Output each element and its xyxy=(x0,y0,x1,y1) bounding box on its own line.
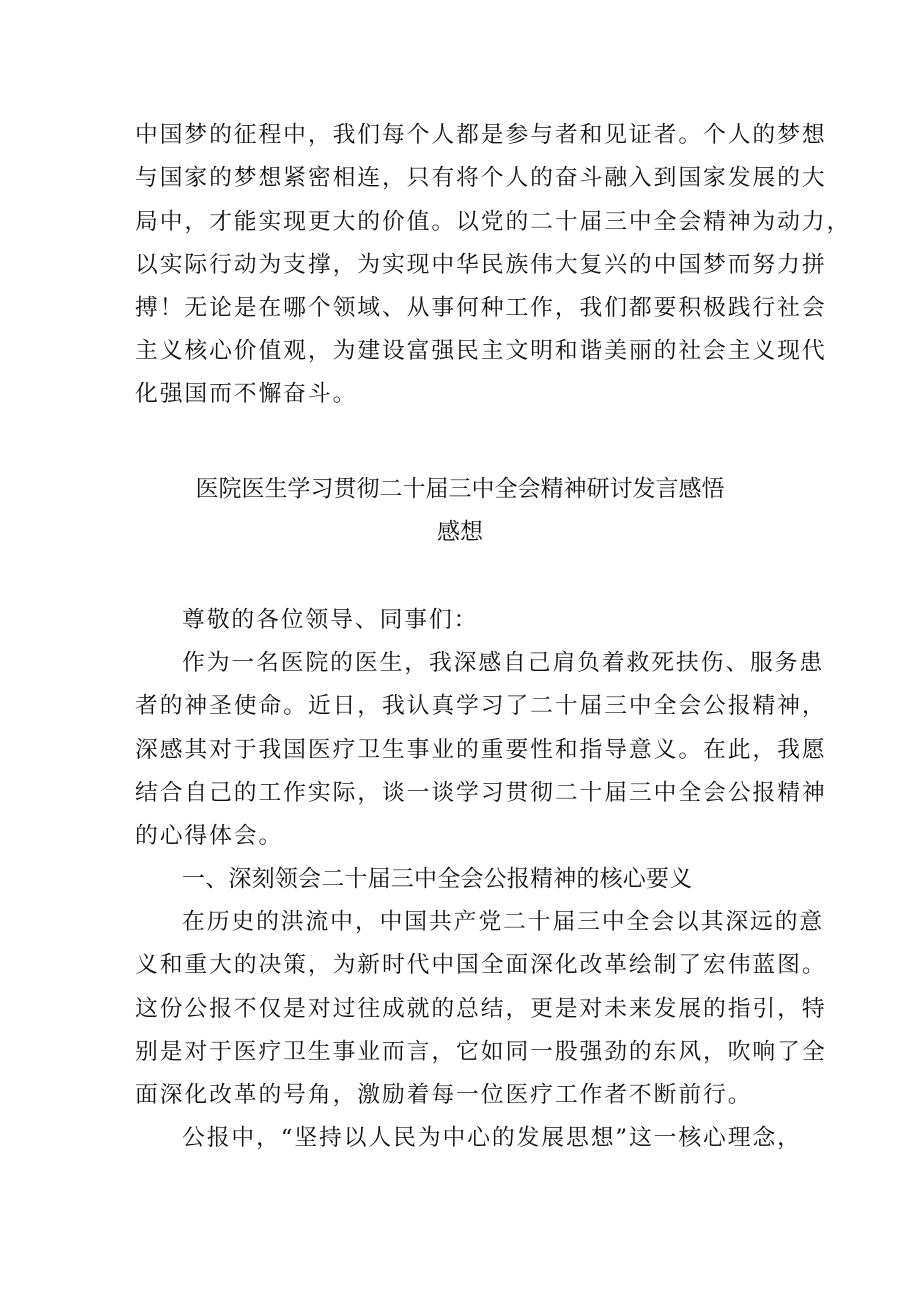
text-line: 中国梦的征程中，我们每个人都是参与者和见证者。个人的梦想 xyxy=(135,122,827,148)
text-line: 在历史的洪流中，中国共产党二十届三中全会以其深远的意 xyxy=(182,909,825,935)
text-line: 局中，才能实现更大的价值。以党的二十届三中全会精神为动力， xyxy=(135,209,852,235)
document-title-line-2: 感想 xyxy=(437,519,483,545)
text-line: 搏！无论是在哪个领域、从事何种工作，我们都要积极践行社会 xyxy=(135,295,827,321)
text-line: 义和重大的决策，为新时代中国全面深化改革绘制了宏伟蓝图。 xyxy=(135,952,827,978)
text-line: 别是对于医疗卫生事业而言，它如同一股强劲的东风，吹响了全 xyxy=(135,1039,827,1065)
text-line: 的心得体会。 xyxy=(135,823,284,849)
text-line: 以实际行动为支撑，为实现中华民族伟大复兴的中国梦而努力拼 xyxy=(135,252,827,278)
document-title-line-1: 医院医生学习贯彻二十届三中全会精神研讨发言感悟 xyxy=(195,476,725,502)
text-line: 者的神圣使命。近日，我认真学习了二十届三中全会公报精神， xyxy=(135,693,827,719)
text-line: 公报中，“坚持以人民为中心的发展思想”这一核心理念， xyxy=(182,1125,802,1151)
text-line: 这份公报不仅是对过往成就的总结，更是对未来发展的指引，特 xyxy=(135,996,827,1022)
text-line: 主义核心价值观，为建设富强民主文明和谐美丽的社会主义现代 xyxy=(135,338,827,364)
text-line: 面深化改革的号角，激励着每一位医疗工作者不断前行。 xyxy=(135,1082,753,1108)
text-line: 与国家的梦想紧密相连，只有将个人的奋斗融入到国家发展的大 xyxy=(135,165,827,191)
section-heading: 一、深刻领会二十届三中全会公报精神的核心要义 xyxy=(182,866,693,892)
text-line: 结合自己的工作实际，谈一谈学习贯彻二十届三中全会公报精神 xyxy=(135,780,827,806)
salutation: 尊敬的各位领导、同事们： xyxy=(182,607,479,633)
text-line: 深感其对于我国医疗卫生事业的重要性和指导意义。在此，我愿 xyxy=(135,737,827,763)
text-line: 化强国而不懈奋斗。 xyxy=(135,381,358,407)
text-line: 作为一名医院的医生，我深感自己肩负着救死扶伤、服务患 xyxy=(182,650,825,676)
